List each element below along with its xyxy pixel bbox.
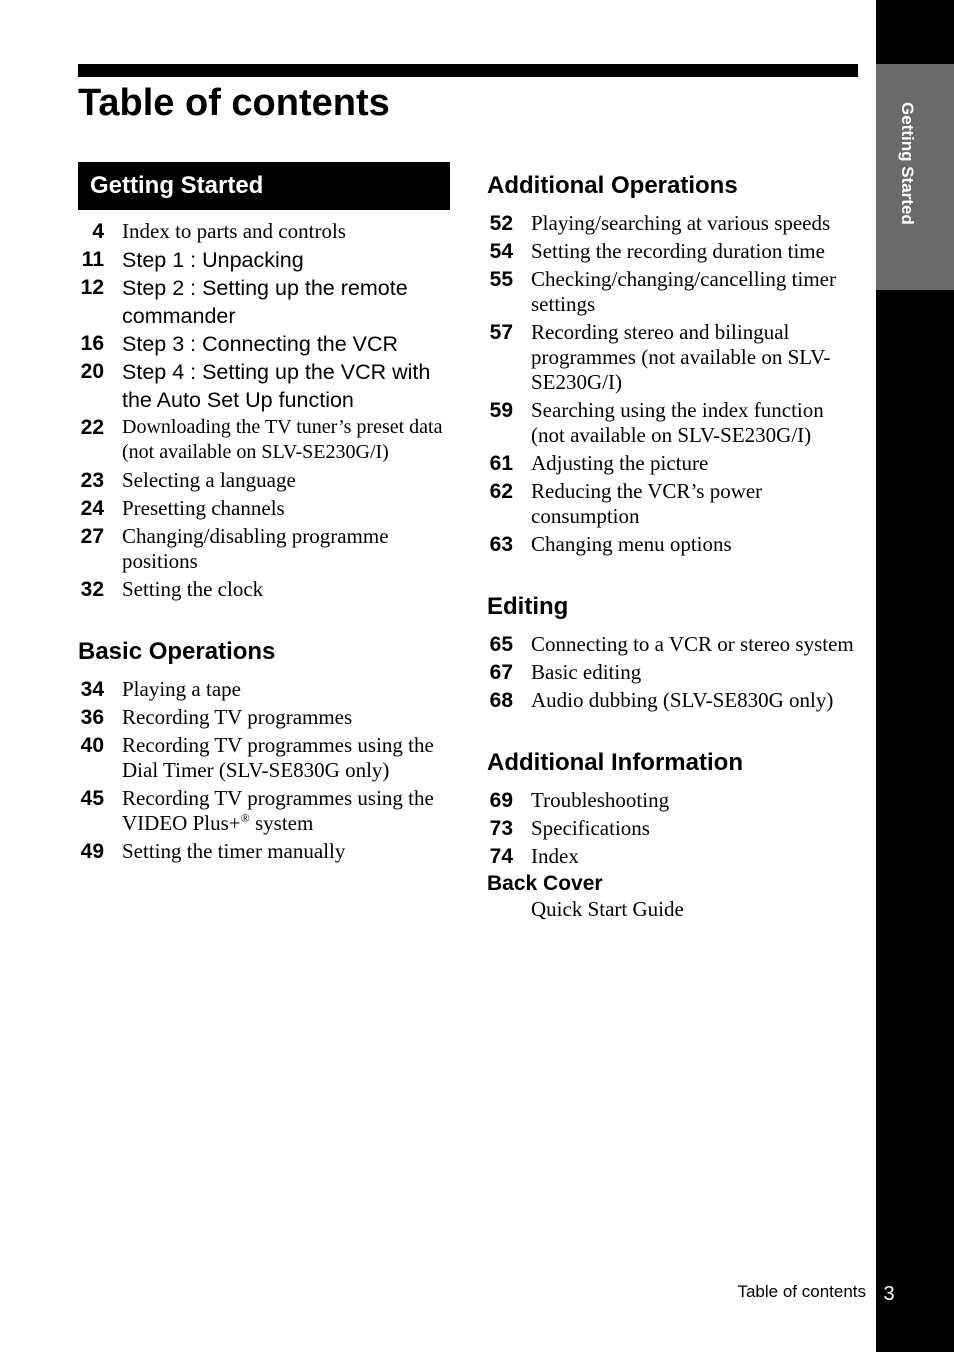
entry-title: Setting the clock	[122, 577, 264, 601]
page-number: 49	[80, 840, 104, 863]
entry-title: Setting the recording duration time	[531, 239, 825, 263]
page-number: 40	[80, 734, 104, 757]
page-number: 73	[489, 817, 513, 840]
entry-title: Recording TV programmes	[122, 705, 353, 729]
entry-title: Presetting channels	[122, 496, 285, 520]
page-number: 57	[489, 321, 513, 344]
page-number: 32	[80, 578, 104, 601]
page-number: 23	[80, 469, 104, 492]
toc-entry[interactable]	[78, 358, 450, 414]
section-additional-operations	[487, 162, 859, 559]
toc-entry[interactable]	[487, 210, 859, 238]
toc-entry[interactable]	[487, 478, 859, 531]
page-number: 68	[489, 689, 513, 712]
entry-title: Recording TV programmes using the Dial Timer (SLV-SE830G only)	[122, 733, 434, 782]
toc-entry[interactable]	[487, 631, 859, 659]
entry-title: Step 2 : Setting up the remote commander	[122, 276, 408, 328]
page-number: 34	[80, 678, 104, 701]
entry-title: Basic editing	[531, 660, 642, 684]
section-getting-started	[78, 162, 450, 604]
page-number: 61	[489, 452, 513, 475]
toc-entry[interactable]	[487, 787, 859, 815]
toc-entry[interactable]	[78, 246, 450, 274]
page-number: 11	[81, 248, 104, 271]
toc-entry[interactable]	[78, 838, 450, 866]
entry-title-main: Recording TV programmes using the VIDEO Plus+	[122, 786, 434, 835]
page-number: 65	[489, 633, 513, 656]
toc-entry[interactable]	[78, 330, 450, 358]
side-tab-label: Getting Started	[898, 102, 917, 225]
page-number: 27	[80, 525, 104, 548]
section-heading: Getting Started	[78, 162, 450, 210]
entry-title: Recording stereo and bilingual programmes (not available on SLV-SE230G/I)	[531, 320, 831, 394]
section-editing	[487, 583, 859, 715]
toc-entry[interactable]	[78, 576, 450, 604]
entry-title: Setting the timer manually	[122, 839, 346, 863]
page-number: 69	[489, 789, 513, 812]
section-heading: Additional Information	[487, 749, 743, 776]
entry-title: Step 3 : Connecting the VCR	[122, 332, 399, 356]
toc-entry[interactable]	[78, 467, 450, 495]
toc-entry[interactable]	[487, 450, 859, 478]
toc-entry[interactable]	[487, 238, 859, 266]
page-number: 22	[80, 416, 104, 439]
toc-entry[interactable]	[78, 523, 450, 576]
section-heading: Editing	[487, 593, 569, 620]
toc-entry[interactable]	[487, 319, 859, 397]
page-number: 4	[92, 220, 104, 243]
title-rule	[78, 64, 858, 77]
entry-title: Downloading the TV tuner’s preset data (not available on SLV-SE230G/I)	[122, 416, 443, 463]
entry-title: Troubleshooting	[531, 788, 670, 812]
page-number: 16	[80, 332, 104, 355]
section-heading: Additional Operations	[487, 172, 738, 199]
toc-entry[interactable]	[487, 687, 859, 715]
page-number: 36	[80, 706, 104, 729]
registered-mark: ®	[240, 811, 250, 825]
toc-entry[interactable]	[78, 732, 450, 785]
toc-entry[interactable]	[487, 397, 859, 450]
entry-title	[122, 785, 450, 838]
toc-entry[interactable]	[487, 531, 859, 559]
toc-entry[interactable]	[78, 785, 450, 838]
entry-title: Index to parts and controls	[122, 219, 346, 243]
entry-title: Reducing the VCR’s power consumption	[531, 479, 763, 528]
section-additional-information	[487, 739, 859, 922]
entry-title-tail: system	[249, 811, 314, 835]
page-number: 63	[489, 533, 513, 556]
entry-title: Connecting to a VCR or stereo system	[531, 632, 854, 656]
toc-entry[interactable]	[78, 676, 450, 704]
back-cover-entry[interactable]: Quick Start Guide	[531, 897, 684, 921]
page-number: 20	[80, 360, 104, 383]
entry-title: Searching using the index function (not available on SLV-SE230G/I)	[531, 398, 824, 447]
entry-title: Specifications	[531, 816, 650, 840]
toc-entry[interactable]	[487, 266, 859, 319]
entry-title: Changing menu options	[531, 532, 732, 556]
page-number: 52	[489, 212, 513, 235]
entry-title: Audio dubbing (SLV-SE830G only)	[531, 688, 834, 712]
page-number: 74	[489, 845, 513, 868]
page-number-footer: 3	[883, 1283, 895, 1305]
section-basic-operations	[78, 628, 450, 866]
toc-entry[interactable]	[487, 843, 859, 871]
entry-title: Adjusting the picture	[531, 451, 709, 475]
page-number: 59	[489, 399, 513, 422]
entry-title: Playing/searching at various speeds	[531, 211, 831, 235]
toc-entry[interactable]	[487, 659, 859, 687]
page-number: 45	[80, 787, 104, 810]
entry-title: Index	[531, 844, 579, 868]
toc-left-column	[78, 162, 450, 890]
page-number: 55	[489, 268, 513, 291]
page-number: 54	[489, 240, 513, 263]
toc-entry[interactable]	[78, 274, 450, 330]
toc-entry[interactable]	[487, 815, 859, 843]
entry-title: Playing a tape	[122, 677, 241, 701]
page-number: 24	[80, 497, 104, 520]
entry-title: Step 1 : Unpacking	[122, 248, 304, 272]
page-number: 62	[489, 480, 513, 503]
toc-right-column	[487, 162, 859, 946]
section-heading: Basic Operations	[78, 638, 276, 665]
toc-entry[interactable]	[78, 704, 450, 732]
page-title: Table of contents	[78, 82, 390, 124]
back-cover-heading: Back Cover	[487, 872, 603, 895]
page-number: 67	[489, 661, 513, 684]
entry-title: Changing/disabling programme positions	[122, 524, 389, 573]
toc-entry[interactable]	[78, 218, 450, 246]
page-number: 12	[80, 276, 104, 299]
entry-title: Checking/changing/cancelling timer settings	[531, 267, 836, 316]
entry-title: Step 4 : Setting up the VCR with the Auto Set Up function	[122, 360, 431, 412]
footer-section-label: Table of contents	[737, 1282, 866, 1301]
toc-entry[interactable]	[78, 414, 450, 467]
toc-entry[interactable]	[78, 495, 450, 523]
entry-title: Selecting a language	[122, 468, 296, 492]
